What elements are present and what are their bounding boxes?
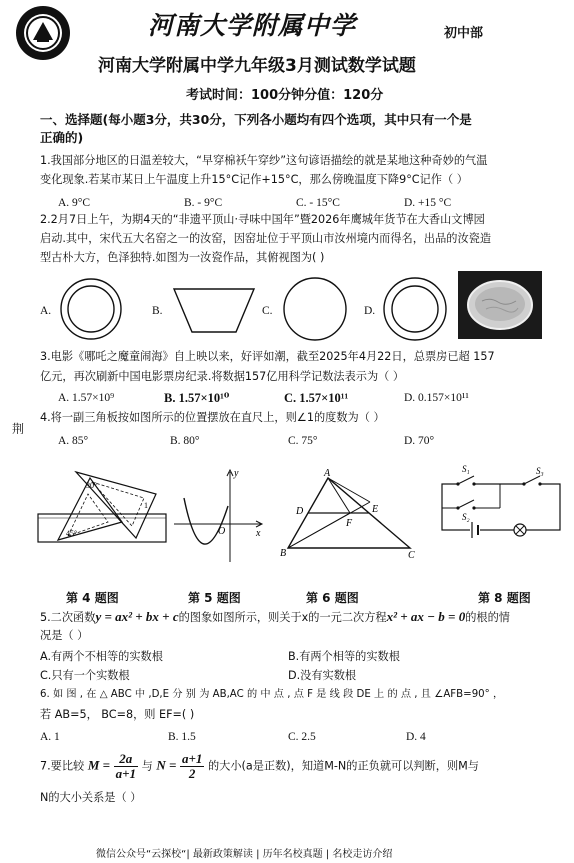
q6-option-b[interactable]: B. 1.5 — [168, 731, 196, 743]
q4-option-a[interactable]: A. 85° — [58, 435, 89, 447]
q2-option-a[interactable]: A. — [40, 305, 52, 317]
q1-option-b[interactable]: B. - 9°C — [184, 197, 223, 209]
q3-option-c[interactable]: C. 1.57×10¹¹ — [284, 391, 349, 405]
q6-option-a[interactable]: A. 1 — [40, 731, 60, 743]
q2-option-b[interactable]: B. — [152, 305, 163, 317]
exam-title: 河南大学附属中学九年级3月测试数学试题 — [98, 56, 416, 76]
q6-text-cont: 若 AB=5， BC=8，则 EF=( ) — [40, 708, 195, 721]
svg-text:S₁: S₁ — [462, 464, 470, 474]
q1-option-d[interactable]: D. +15 °C — [404, 197, 452, 209]
q4-text: 4.将一副三角板按如图所示的位置摆放在直尺上，则∠1的度数为（ ） — [40, 411, 385, 424]
fig4-label-1: 1 — [144, 501, 148, 510]
svg-text:x: x — [256, 528, 261, 539]
q1-text-cont: 变化现象.若某市某日上午温度上升15°C记作+15°C，那么傍晚温度下降9°C记作（ ） — [40, 173, 468, 186]
svg-text:y: y — [234, 468, 239, 479]
q5-text-cont: 况是（ ） — [40, 629, 89, 642]
q4-option-c[interactable]: C. 75° — [288, 435, 318, 447]
q2-figure-d — [382, 276, 448, 342]
caption-fig5: 第 5 题图 — [188, 591, 241, 605]
q2-text: 2.2月7日上午，为期4天的“非遗平顶山·寻味中国年”暨2026年鹰城年货节在大香山文博园 — [40, 213, 485, 226]
q3-option-a[interactable]: A. 1.57×10⁹ — [58, 392, 115, 404]
q3-option-d[interactable]: D. 0.157×10¹¹ — [404, 392, 469, 404]
q5-option-d[interactable]: D.没有实数根 — [288, 669, 357, 682]
svg-text:O: O — [218, 526, 226, 537]
q7-text: 7.要比较 M = $\frac{2a}{a+1}$ 与 N = $\frac{a+1}{2}$ 的大小(a是正数)，知道M-N的正负就可以判断，则M与 — [40, 751, 479, 781]
q3-text-cont: 亿元，再次刷新中国电影票房纪录.将数据157亿用科学记数法表示为（ ） — [40, 370, 405, 383]
caption-fig8: 第 8 题图 — [478, 591, 531, 605]
caption-fig4: 第 4 题图 — [66, 591, 119, 605]
school-logo-icon — [14, 4, 72, 62]
q4-option-b[interactable]: B. 80° — [170, 435, 200, 447]
parabola — [184, 498, 228, 544]
q5-option-b[interactable]: B.有两个相等的实数根 — [288, 650, 400, 663]
q5-formula-1: y = ax² + bx + c — [95, 609, 179, 624]
q2-figure-c — [282, 276, 348, 342]
side-char: 荆 — [12, 422, 25, 436]
section-heading-cont: 正确的) — [40, 130, 84, 145]
figure-8 — [436, 462, 566, 544]
svg-text:C: C — [408, 550, 415, 560]
svg-text:B: B — [280, 548, 287, 559]
q3-option-b[interactable]: B. 1.57×10¹⁰ — [164, 391, 230, 405]
footer: 微信公众号“云探校“| 最新政策解读 | 历年名校真题 | 名校走访介绍 — [96, 849, 393, 860]
svg-text:S₂: S₂ — [462, 512, 470, 522]
q5-option-c[interactable]: C.只有一个实数根 — [40, 669, 130, 682]
section-heading: 一、选择题(每小题3分，共30分，下列各小题均有四个选项，其中只有一个是 — [40, 112, 472, 127]
svg-text:E: E — [372, 504, 379, 515]
q6-option-d[interactable]: D. 4 — [406, 731, 426, 743]
q2-text-cont: 启动.其中，宋代五大名窑之一的汝窑，因窑址位于平顶山市汝州境内而得名，出品的汝瓷造 — [40, 232, 492, 245]
ru-porcelain-photo — [458, 271, 542, 339]
q5-text: 5.二次函数y = ax² + bx + c的图象如图所示，则关于x的一元二次方程x² + ax − b = 0的根的情 — [40, 609, 510, 624]
q2-figure-b — [172, 286, 256, 336]
figure-4 — [36, 464, 168, 554]
q1-option-a[interactable]: A. 9°C — [58, 197, 91, 209]
q1-option-c[interactable]: C. - 15°C — [296, 197, 340, 209]
q4-option-d[interactable]: D. 70° — [404, 435, 435, 447]
figure-6 — [280, 466, 426, 560]
q7-text-cont: N的大小关系是（ ） — [40, 791, 142, 804]
q2-text-cont2: 型古朴大方，色泽独特.如图为一汝瓷作品，其俯视图为( ) — [40, 251, 325, 264]
school-logo — [14, 4, 72, 62]
q2-option-d[interactable]: D. — [364, 305, 376, 317]
fraction-n: $\frac{a+1}{2}$ — [181, 751, 203, 781]
q6-text: 6. 如 图 , 在 △ ABC 中 ,D,E 分 别 为 AB,AC 的 中 点 , 点 F 是 线 段 DE 上 的 点 , 且 ∠AFB=90° ， — [40, 689, 504, 700]
caption-fig6: 第 6 题图 — [306, 591, 359, 605]
q2-option-c[interactable]: C. — [262, 305, 273, 317]
svg-text:S₃: S₃ — [536, 466, 544, 476]
q3-text: 3.电影《哪吒之魔童闹海》自上映以来，好评如潮，截至2025年4月22日，总票房已超 157 — [40, 350, 495, 363]
fig4-label-45: 45° — [66, 529, 78, 538]
figure-5 — [172, 466, 268, 566]
fraction-m: $\frac{2a}{a+1}$ — [115, 751, 137, 781]
q6-option-c[interactable]: C. 2.5 — [288, 731, 316, 743]
q2-figure-a — [58, 276, 124, 342]
q5-formula-2: x² + ax − b = 0 — [386, 609, 466, 624]
svg-text:A: A — [324, 468, 331, 479]
exam-meta: 考试时间：100分钟分值：120分 — [186, 88, 384, 103]
svg-text:F: F — [346, 518, 353, 529]
q5-option-a[interactable]: A.有两个不相等的实数根 — [40, 650, 163, 663]
svg-text:D: D — [296, 506, 304, 517]
school-name: 河南大学附属中学 — [148, 11, 357, 40]
department-label: 初中部 — [444, 26, 484, 41]
q1-text: 1.我国部分地区的日温差较大，“早穿棉袄午穿纱”这句谚语描绘的就是某地这种奇妙的气温 — [40, 154, 488, 167]
fig4-label-30: 30° — [86, 481, 98, 490]
